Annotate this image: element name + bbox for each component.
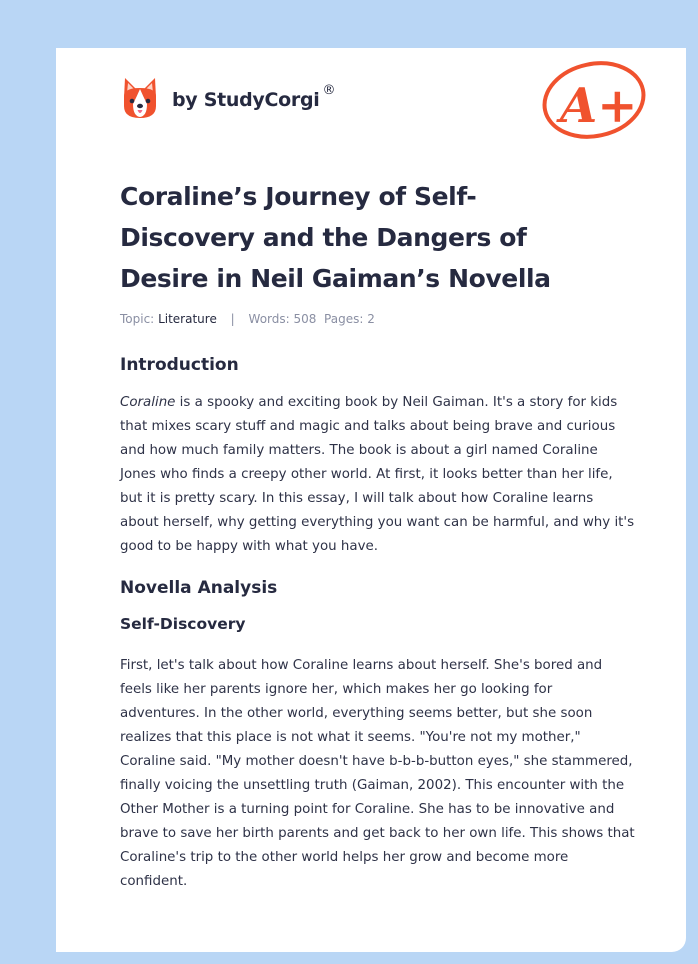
meta-separator: |	[230, 312, 235, 326]
analysis-heading: Novella Analysis	[120, 578, 278, 598]
self-discovery-paragraph: First, let's talk about how Coraline learns about herself. She's bored and feels like her parents ignore her, which makes her go looking for adventures. In the other world, everything seems better, but she soon realizes that this place is not what it seems. "You're not my mother," Coraline said. "My mother doesn't have b-b-b-button eyes," she stammered, finally voicing the unsettling truth (Gaiman, 2002). This encounter with the Other Mother is a turning point for Coraline. She has to be innovative and brave to save her birth parents and get back to her own life. This shows that Coraline's trip to the other world helps her grow and become more confident.	[120, 658, 635, 889]
brand-name	[172, 83, 336, 111]
grade-badge	[538, 60, 648, 144]
brand-name-text: by StudyCorgi	[172, 89, 320, 111]
self-discovery-heading: Self-Discovery	[120, 615, 246, 633]
word-count: Words: 508	[248, 312, 317, 326]
intro-heading: Introduction	[120, 355, 239, 375]
studycorgi-logo[interactable]	[120, 76, 335, 124]
corgi-icon	[120, 76, 160, 124]
article-meta	[120, 312, 375, 326]
registered-mark: ®	[322, 83, 336, 98]
intro-paragraph	[120, 391, 635, 559]
article-title: Coraline’s Journey of Self-Discovery and the Dangers of Desire in Neil Gaiman’s Novella	[120, 182, 551, 293]
book-title: Coraline	[120, 395, 176, 410]
article-body	[120, 354, 635, 894]
grade-badge-icon	[538, 60, 648, 140]
document-page	[56, 48, 686, 952]
grade-text: A+	[560, 78, 638, 134]
topic-link[interactable]: Literature	[158, 312, 217, 326]
page-count: Pages: 2	[324, 312, 375, 326]
topic-label: Topic:	[120, 312, 155, 326]
intro-text: is a spooky and exciting book by Neil Gaiman. It's a story for kids that mixes scary stuff and magic and talks about being brave and curious and how much family matters. The book is about a girl named Coraline Jones who finds a creepy other world. At first, it looks better than her life, but it is pretty scary. In this essay, I will talk about how Coraline learns about herself, why getting everything you want can be harmful, and why it's good to be happy with what you have.	[120, 395, 635, 554]
